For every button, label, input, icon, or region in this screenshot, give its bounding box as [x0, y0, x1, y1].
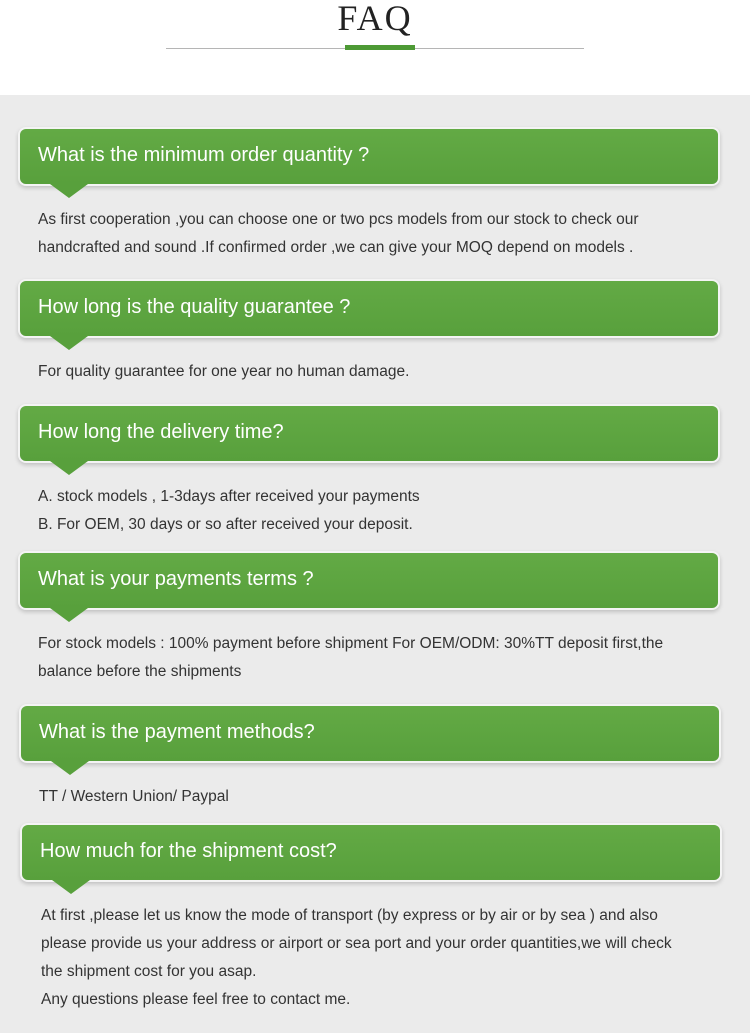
faq-answer-payment-terms — [38, 630, 663, 686]
answer-line: B. For OEM, 30 days or so after received your deposit. — [38, 516, 413, 533]
faq-question-payment-terms — [20, 553, 718, 608]
question-text: What is the payment methods? — [39, 721, 315, 743]
question-text: How long is the quality guarantee ? — [38, 296, 351, 318]
faq-answer-minimum-order — [38, 206, 638, 262]
answer-line: Any questions please feel free to contact me. — [41, 991, 351, 1008]
answer-line: As first cooperation ,you can choose one or two pcs models from our stock to check our — [38, 211, 639, 228]
page-title: FAQ — [337, 0, 413, 38]
faq-question-minimum-order — [20, 129, 718, 184]
faq-answer-payment-methods — [39, 783, 229, 811]
answer-line: handcrafted and sound .If confirmed order ,we can give your MOQ depend on models . — [38, 239, 634, 256]
question-text: What is the minimum order quantity ? — [38, 144, 370, 166]
answer-line: A. stock models , 1-3days after received your payments — [38, 488, 420, 505]
question-text: How much for the shipment cost? — [40, 840, 337, 862]
faq-header — [0, 0, 750, 95]
answer-line: the shipment cost for you asap. — [41, 963, 257, 980]
answer-line: balance before the shipments — [38, 663, 242, 680]
answer-line: TT / Western Union/ Paypal — [39, 788, 229, 805]
answer-line: For stock models : 100% payment before shipment For OEM/ODM: 30%TT deposit first,the — [38, 635, 664, 652]
faq-question-shipment-cost — [22, 825, 720, 880]
faq-answer-quality-guarantee — [38, 358, 409, 386]
faq-question-delivery-time — [20, 406, 718, 461]
faq-answer-delivery-time — [38, 483, 420, 539]
answer-line: At first ,please let us know the mode of transport (by express or by air or by sea ) and also — [41, 907, 658, 924]
question-text: How long the delivery time? — [38, 421, 284, 443]
question-text: What is your payments terms ? — [38, 568, 314, 590]
title-accent-bar — [345, 45, 415, 50]
faq-answer-shipment-cost — [41, 902, 672, 1014]
answer-line: please provide us your address or airport or sea port and your order quantities,we will check — [41, 935, 672, 952]
answer-line: For quality guarantee for one year no human damage. — [38, 363, 410, 380]
faq-question-payment-methods — [21, 706, 719, 761]
faq-question-quality-guarantee — [20, 281, 718, 336]
